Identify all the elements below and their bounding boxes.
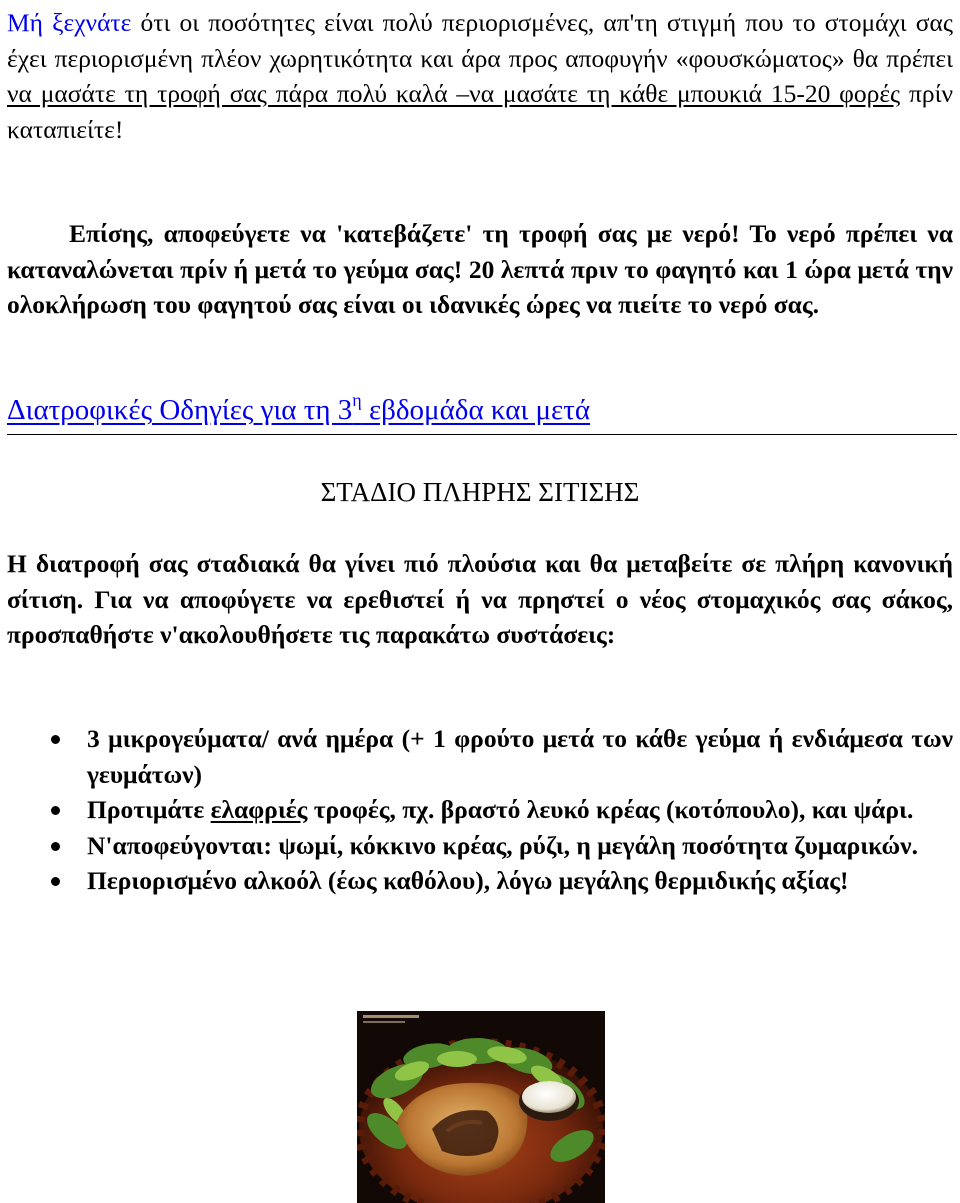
section-heading-pre: Διατροφικές Οδηγίες για τη 3 bbox=[7, 394, 353, 426]
bullet-icon bbox=[51, 806, 60, 815]
intro-chewing-advice: να μασάτε τη τροφή σας πάρα πολύ καλά –να μασάτε τη κάθε μπουκιά 15-20 φορές bbox=[7, 79, 901, 108]
tip-underlined: ελαφριές bbox=[210, 795, 308, 824]
water-text-1: Επίσης, αποφεύγετε να 'κατεβάζετε' τη τροφή σας με νερό! Το νερό πρέπει να καταναλώνεται πρίν ή μετά το γεύμα σας! bbox=[7, 219, 953, 284]
intro-paragraph bbox=[7, 5, 953, 147]
bullet-icon bbox=[51, 735, 60, 744]
section-heading-sup: η bbox=[352, 390, 362, 410]
tip-text: Ν'αποφεύγονται: ψωμί, κόκκινο κρέας, ρύζι, η μεγάλη ποσότητα ζυμαρικών. bbox=[87, 830, 918, 860]
food-photo-illustration bbox=[357, 1011, 605, 1203]
intro-lead: Μή ξεχνάτε bbox=[7, 8, 132, 37]
intro-text-1: ότι οι ποσότητες είναι πολύ περιορισμένες, απ'τη στιγμή που το στομάχι σας έχει περιορισμένη πλέον χωρητικότητα και άρα προς αποφυγήν «φουσκώματος» θα πρέπει bbox=[7, 8, 954, 73]
section-body-1: Η διατροφή σας σταδιακά θα γίνει πιό πλούσια και θα μεταβείτε σε πλήρη κανονική σίτιση. bbox=[7, 549, 953, 614]
list-item bbox=[7, 828, 953, 864]
tip-text: Περιορισμένο αλκοόλ (έως καθόλου), λόγω μεγάλης θερμιδικής αξίας! bbox=[87, 866, 849, 895]
list-item bbox=[7, 792, 953, 828]
tip-text: Προτιμάτε bbox=[87, 795, 211, 824]
bullet-icon bbox=[51, 877, 60, 886]
intro-text-2: πρίν καταπιείτε! bbox=[7, 79, 953, 144]
tips-list bbox=[7, 721, 953, 899]
section-body-2: Για να αποφύγετε να ερεθιστεί ή να πρηστεί ο νέος στομαχικός σας σάκος, προσπαθήστε ν'ακολουθήσετε τις παρακάτω συστάσεις: bbox=[7, 584, 953, 649]
section-heading-box bbox=[7, 390, 957, 435]
water-text-2: 20 λεπτά πριν το φαγητό και 1 ώρα μετά την ολοκλήρωση του φαγητού σας είναι οι ιδανικές ώρες να πιείτε το νερό σας. bbox=[7, 254, 953, 319]
list-item bbox=[7, 863, 953, 899]
water-paragraph bbox=[7, 216, 953, 323]
stage-title: ΣΤΑΔΙΟ ΠΛΗΡΗΣ ΣΙΤΙΣΗΣ bbox=[320, 477, 640, 507]
bullet-icon bbox=[51, 842, 60, 851]
food-plate-photo bbox=[357, 1011, 605, 1203]
section-heading bbox=[7, 390, 957, 430]
section-heading-post: εβδομάδα και μετά bbox=[361, 394, 591, 426]
tip-text: τροφές, πχ. βραστό λευκό κρέας (κοτόπουλο), και ψάρι. bbox=[307, 795, 914, 824]
list-item bbox=[7, 721, 953, 792]
section-body bbox=[7, 546, 953, 653]
tip-text: 3 μικρογεύματα/ ανά ημέρα (+ 1 φρούτο μετά το κάθε γεύμα ή ενδιάμεσα των γευμάτων) bbox=[87, 724, 953, 789]
